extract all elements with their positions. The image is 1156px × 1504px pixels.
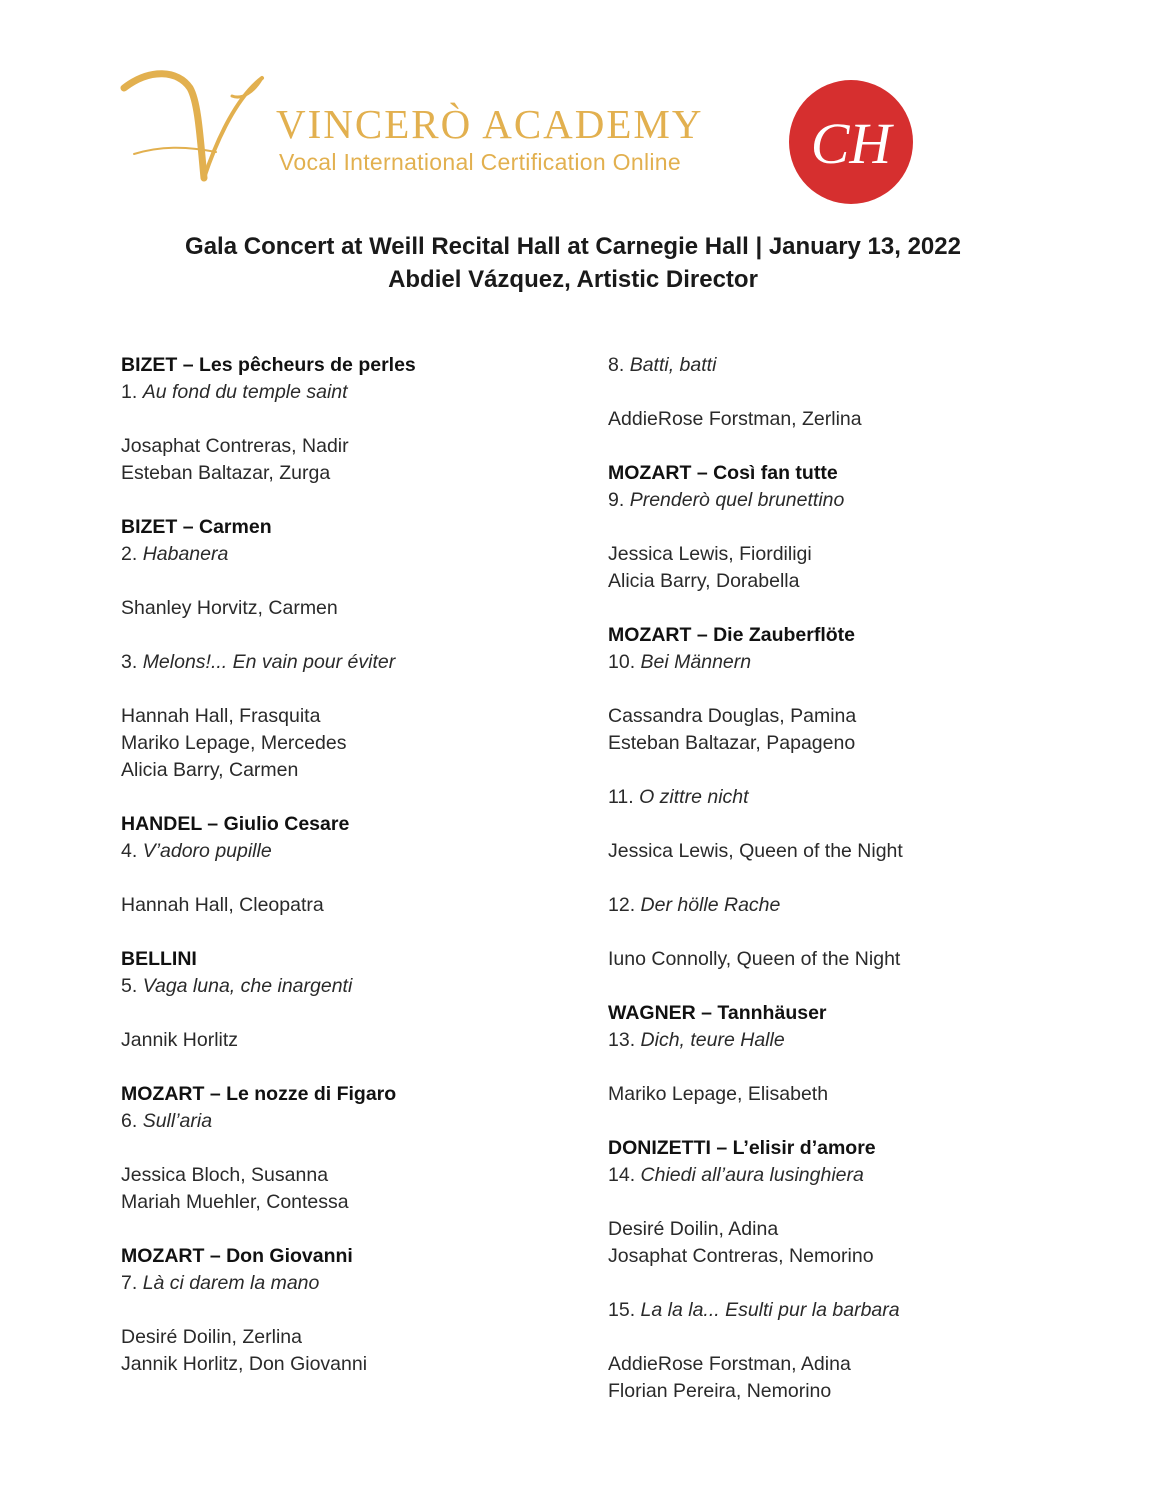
piece-title: Vaga luna, che inargenti [142,975,353,997]
piece-line [608,649,1078,676]
composer-heading: BELLINI [121,948,197,970]
composer-heading: MOZART – Die Zauberflöte [608,624,856,646]
piece-number: 12. [608,894,636,916]
piece-title: Prenderò quel brunettino [629,489,845,511]
piece-title: Habanera [142,543,229,565]
piece-line [121,973,591,1000]
partner-logo-letters: CH [810,111,892,176]
piece-line [608,352,1078,379]
carnegie-hall-logo-icon [788,79,914,205]
piece-title: O zittre nicht [639,786,749,808]
piece-title: Bei Männern [640,651,752,673]
piece-line [608,784,1078,811]
piece-title: V’adoro pupille [142,840,272,862]
cast-line: AddieRose Forstman, Zerlina [608,408,862,430]
cast-line: Jannik Horlitz, Don Giovanni [121,1353,368,1375]
brand-name: VINCERÒ ACADEMY [276,101,704,147]
cast-line: Jessica Lewis, Fiordiligi [608,543,812,565]
piece-line [121,838,591,865]
piece-number: 15. [608,1299,636,1321]
piece-title: Là ci darem la mano [142,1272,320,1294]
piece-number: 11. [608,786,634,808]
piece-number: 13. [608,1029,636,1051]
cast-line: Mariah Muehler, Contessa [121,1191,349,1213]
piece-line [608,892,1078,919]
piece-line [608,1297,1078,1324]
cast-line: AddieRose Forstman, Adina [608,1353,851,1375]
piece-number: 14. [608,1164,636,1186]
piece-line [121,541,591,568]
piece-number: 1. [121,381,138,403]
program-right-column [608,352,1078,1405]
composer-heading: MOZART – Così fan tutte [608,462,838,484]
cast-line: Jannik Horlitz [121,1029,239,1051]
concert-title: Gala Concert at Weill Recital Hall at Carnegie Hall | January 13, 2022 [185,233,961,260]
cast-line: Mariko Lepage, Mercedes [121,732,347,754]
piece-title: Batti, batti [629,354,717,376]
piece-line [608,487,1078,514]
piece-title: Dich, teure Halle [640,1029,785,1051]
piece-number: 8. [608,354,625,376]
cast-line: Hannah Hall, Cleopatra [121,894,324,916]
composer-heading: MOZART – Don Giovanni [121,1245,353,1267]
cast-line: Alicia Barry, Dorabella [608,570,800,592]
cast-line: Desiré Doilin, Adina [608,1218,779,1240]
piece-line [608,1162,1078,1189]
composer-heading: BIZET – Les pêcheurs de perles [121,354,416,376]
header [0,0,1156,220]
piece-line [121,1270,591,1297]
cast-line: Alicia Barry, Carmen [121,759,299,781]
cast-line: Jessica Lewis, Queen of the Night [608,840,903,862]
cast-line: Desiré Doilin, Zerlina [121,1326,302,1348]
cast-line: Hannah Hall, Frasquita [121,705,321,727]
concert-titles [0,230,1146,296]
piece-number: 5. [121,975,138,997]
cast-line: Esteban Baltazar, Papageno [608,732,856,754]
composer-heading: DONIZETTI – L’elisir d’amore [608,1137,876,1159]
cast-line: Jessica Bloch, Susanna [121,1164,329,1186]
piece-line [121,649,591,676]
program-left-column [121,352,591,1378]
brand-subtitle: Vocal International Certification Online [279,149,681,175]
composer-heading: MOZART – Le nozze di Figaro [121,1083,397,1105]
piece-number: 4. [121,840,138,862]
piece-number: 9. [608,489,625,511]
piece-title: Melons!... En vain pour éviter [142,651,396,673]
cast-line: Mariko Lepage, Elisabeth [608,1083,829,1105]
piece-title: Sull’aria [142,1110,213,1132]
cast-line: Josaphat Contreras, Nemorino [608,1245,874,1267]
piece-title: Au fond du temple saint [142,381,348,403]
piece-line [121,1108,591,1135]
piece-number: 3. [121,651,138,673]
artistic-director: Abdiel Vázquez, Artistic Director [388,266,758,293]
piece-number: 10. [608,651,636,673]
piece-line [121,379,591,406]
composer-heading: WAGNER – Tannhäuser [608,1002,827,1024]
vincero-v-logo-icon [120,66,270,191]
cast-line: Josaphat Contreras, Nadir [121,435,349,457]
cast-line: Florian Pereira, Nemorino [608,1380,832,1402]
piece-title: La la la... Esulti pur la barbara [640,1299,900,1321]
composer-heading: BIZET – Carmen [121,516,272,538]
cast-line: Cassandra Douglas, Pamina [608,705,857,727]
piece-title: Der hölle Rache [640,894,781,916]
cast-line: Iuno Connolly, Queen of the Night [608,948,901,970]
piece-number: 6. [121,1110,138,1132]
cast-line: Esteban Baltazar, Zurga [121,462,331,484]
piece-number: 7. [121,1272,138,1294]
piece-line [608,1027,1078,1054]
cast-line: Shanley Horvitz, Carmen [121,597,338,619]
piece-title: Chiedi all’aura lusinghiera [640,1164,864,1186]
composer-heading: HANDEL – Giulio Cesare [121,813,350,835]
piece-number: 2. [121,543,138,565]
